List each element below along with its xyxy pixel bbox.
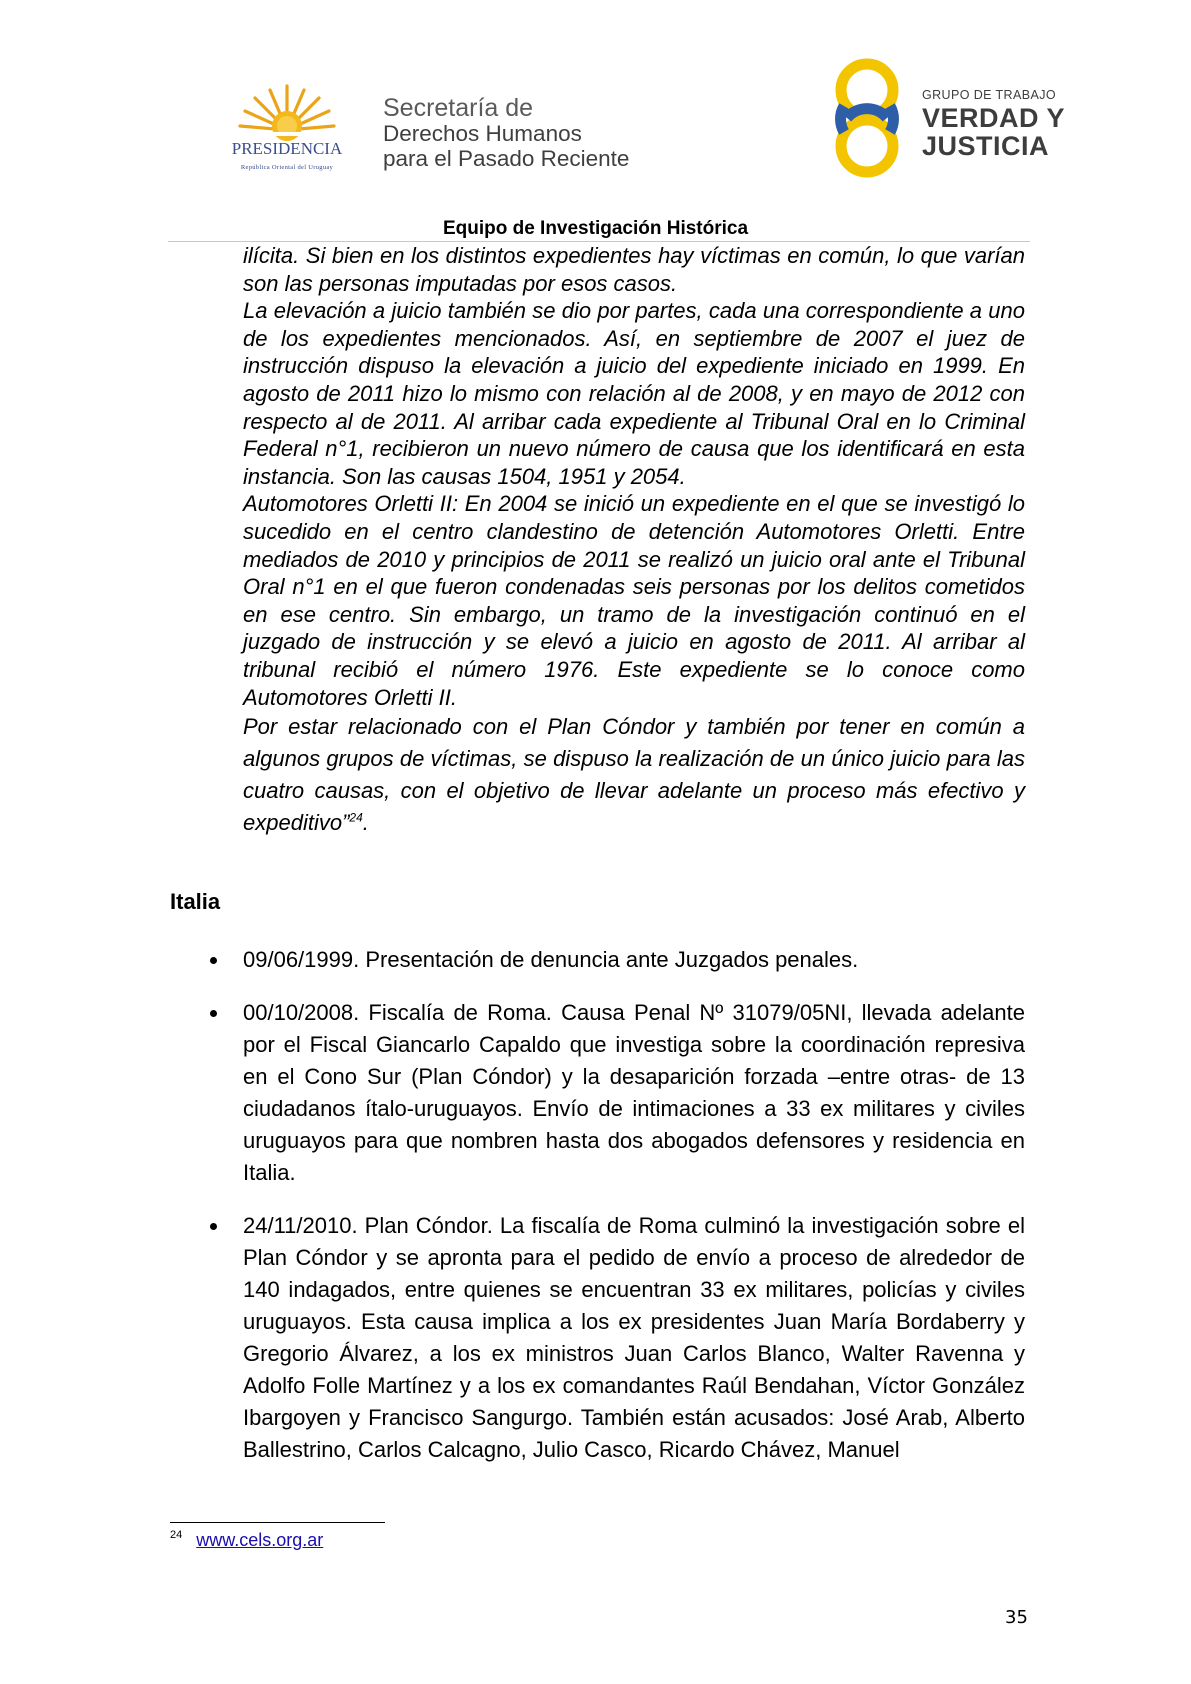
list-item-text: 09/06/1999. Presentación de denuncia ante Juzgados penales. xyxy=(243,947,859,972)
list-item-text: 00/10/2008. Fiscalía de Roma. Causa Penal Nº 31079/05NI, llevada adelante por el Fiscal Giancarlo Capaldo que investiga sobre la coordinación represiva en el Cono Sur (Plan Cóndor) y la desaparición forzada –entre otras- de 13 ciudadanos ítalo-uruguayos. Envío de intimaciones a 33 ex militares y civiles uruguayos para que nombren hasta dos abogados defensores y residencia en Italia. xyxy=(243,1000,1025,1185)
bullet-icon xyxy=(210,1223,217,1230)
footnote-ref[interactable]: 24 xyxy=(349,810,363,825)
secretaria-line-1: Secretaría de xyxy=(383,94,534,122)
grupo-line-3: JUSTICIA xyxy=(922,131,1050,161)
italia-bullet-list xyxy=(206,944,1025,1487)
grupo-line-2: VERDAD Y xyxy=(922,103,1066,133)
grupo-line-1: GRUPO DE TRABAJO xyxy=(922,88,1056,102)
team-heading: Equipo de Investigación Histórica xyxy=(442,218,749,239)
quote-paragraph-1: ilícita. Si bien en los distintos expedientes hay víctimas en común, lo que varían son las personas imputadas por esos casos. xyxy=(243,243,1025,296)
grupo-trabajo-title xyxy=(922,88,1065,160)
footnote-number: 24 xyxy=(170,1529,183,1541)
presidencia-logo xyxy=(210,82,365,180)
footnote-link[interactable]: www.cels.org.ar xyxy=(196,1530,324,1550)
linked-rings-icon xyxy=(822,56,912,182)
quote-paragraph-4-text: Por estar relacionado con el Plan Cóndor y también por tener en común a algunos grupos de víctimas, se dispuso la realización de un único juicio para las cuatro causas, con el objetivo de llevar adelante un proceso más efectivo y expeditivo” xyxy=(243,714,1025,836)
section-title-italia: Italia xyxy=(170,889,221,914)
list-item xyxy=(206,1210,1025,1466)
list-item xyxy=(206,997,1025,1189)
quote-paragraph-2: La elevación a juicio también se dio por partes, cada una correspondiente a uno de los expedientes mencionados. Así, en septiembre de 2007 el juez de instrucción dispuso la elevación a juicio del expediente iniciado en 1999. En agosto de 2011 hizo lo mismo con relación al de 2008, y en mayo de 2012 con respecto al de 2011. Al arribar cada expediente al Tribunal Oral en lo Criminal Federal n°1, recibieron un nuevo número de causa que los identificará en esta instancia. Son las causas 1504, 1951 y 2054. xyxy=(243,298,1025,489)
bullet-icon xyxy=(210,957,217,964)
footnote xyxy=(170,1530,323,1551)
footnote-divider xyxy=(170,1522,385,1523)
page-number: 35 xyxy=(1005,1607,1028,1628)
quote-paragraph-4-tail: . xyxy=(362,810,369,836)
presidencia-name: PRESIDENCIA xyxy=(231,139,343,158)
secretaria-title xyxy=(383,96,629,171)
presidencia-subtitle: República Oriental del Uruguay xyxy=(240,164,334,171)
quote-block xyxy=(243,242,1025,839)
list-item-text: 24/11/2010. Plan Cóndor. La fiscalía de Roma culminó la investigación sobre el Plan Cóndor y se apronta para el pedido de envío a proceso de alrededor de 140 indagados, entre quienes se encuentran 33 ex militares, policías y civiles uruguayos. Esta causa implica a los ex presidentes Juan María Bordaberry y Gregorio Álvarez, a los ex ministros Juan Carlos Blanco, Walter Ravenna y Adolfo Folle Martínez y a los ex comandantes Raúl Bendahan, Víctor González Ibargoyen y Francisco Sangurgo. También están acusados: José Arab, Alberto Ballestrino, Carlos Calcagno, Julio Casco, Ricardo Chávez, Manuel xyxy=(243,1213,1025,1462)
list-item xyxy=(206,944,1025,976)
quote-paragraph-4 xyxy=(243,711,1025,839)
bullet-icon xyxy=(210,1010,217,1017)
secretaria-line-3: para el Pasado Reciente xyxy=(383,146,630,171)
quote-paragraph-3: Automotores Orletti II: En 2004 se inició un expediente en el que se investigó lo sucedido en el centro clandestino de detención Automotores Orletti. Entre mediados de 2010 y principios de 2011 se realizó un juicio oral ante el Tribunal Oral n°1 en el que fueron condenadas seis personas por los delitos cometidos en ese centro. Sin embargo, un tramo de la investigación continuó en el juzgado de instrucción y se elevó a juicio en agosto de 2011. Al arribar al tribunal recibió el número 1976. Este expediente se lo conoce como Automotores Orletti II. xyxy=(243,491,1025,710)
secretaria-line-2: Derechos Humanos xyxy=(383,121,582,146)
